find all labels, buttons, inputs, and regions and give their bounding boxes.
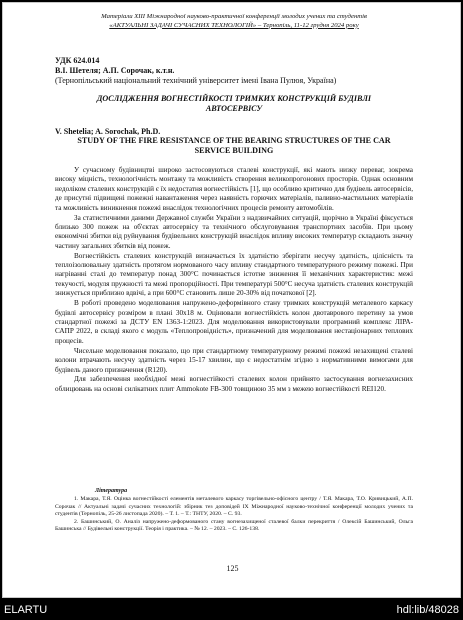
paragraph: У сучасному будівництві широко застосовуються сталеві конструкції, які мають низку переваг, зокрема високу міцність, технологічність монтажу та можливість створення великопрогонових просторів. Однак основним недоліком сталевих конструкцій є їх недостатня вогнестійкість [1], що особливо критично для будівель автосервісів, де присутні підвищені пожежні навантаження через наявність горючих матеріалів, паливно-мастильних матеріалів та можливість виникнення пожежі внаслідок технологічних процесів ремонту автомобілів. xyxy=(55,166,413,212)
references-heading: Література xyxy=(95,488,128,494)
reference-item: 1. Макара, Т.Я. Оцінка вогнестійкості елементів металевого каркасу торгівельно-офісного центру / Т.Я. Макара, Т.О. Кривицький, А.П. Сорочак // Актуальні задачі сучасних технологій: збірник тез доповідей IX Міжнародної науково-технічної конференції молодих учених та студентів (Тернопіль, 25-26 листопада 2020). – Т. 1. – Т.: ТНТУ, 2020. – С. 93. xyxy=(55,496,413,518)
paragraph: Для забезпечення необхідної межі вогнестійкості сталевих колон прийнято застосування вогнезахисних облицювань на основі силікатних плит Ammokote FB-300 товщиною 35 мм з межею вогнестійкості REI120. xyxy=(55,375,413,393)
article-body xyxy=(55,166,413,395)
paragraph: Чисельне моделювання показало, що при стандартному температурному режимі пожежі незахищені сталеві колони втрачають несучу здатність через 15-17 хвилин, що є недостатнім згідно з нормативними вимогами для будівель даного призначення (R120). xyxy=(55,346,413,374)
paragraph: За статистичними даними Державної служби України з надзвичайних ситуацій, щорічно в Україні фіксується близько 300 пожеж на об'єктах автосервісу та технічного обслуговування транспортних засобів. При цьому економічні збитки від руйнування будівельних конструкцій внаслідок впливу високих температур складають значну частину загальних збитків від пожеж. xyxy=(55,213,413,250)
handle-identifier[interactable]: hdl:lib/48028 xyxy=(396,604,459,616)
header-line-2: «АКТУАЛЬНІ ЗАДАЧІ СУЧАСНИХ ТЕХНОЛОГІЙ» – Тернопіль, 11-12 грудня 2024 року xyxy=(109,21,359,29)
page-number: 125 xyxy=(226,564,239,573)
title-english: STUDY OF THE FIRE RESISTANCE OF THE BEARING STRUCTURES OF THE CAR SERVICE BUILDING xyxy=(77,136,391,155)
affiliation: (Тернопільський національний технічний університет імені Івана Пулюя, Україна) xyxy=(55,76,337,85)
reference-item: 2. Башинський, О. Аналіз напружено-деформованого стану вогнезахищеної сталевої балки перекриття / Олексій Башинський, Ольга Башинська // Будівельні конструкції. Теорія і практика. – № 12. – 2023. – С. 126-138. xyxy=(55,518,413,533)
conference-header xyxy=(55,13,413,30)
authors-ukrainian: В.І. Шетеля; А.П. Сорочак, к.т.н. xyxy=(55,66,175,75)
paragraph: Вогнестійкість сталевих конструкцій визначається їх здатністю зберігати несучу здатність, цілісність та теплоізолювальну здатність протягом нормованого часу впливу стандартного температурного режиму пожежі. При нагріванні сталі до температур понад 300°С починається істотне зниження її механічних характеристик: межі текучості, модуля пружності та межі пропорційності. При температурі 500°С несуча здатність сталевих конструкцій знижується приблизно вдвічі, а при 600°С становить лише 20-30% від початкової [2]. xyxy=(55,251,413,298)
paragraph: В роботі проведено моделювання напружено-деформівного стану тримких конструкцій металевого каркасу будівлі автосервісу розміром в плані 30х18 м. Оцінювали вогнестійкість колон двотаврового перетину за умов стандартної пожежі за ДСТУ EN 1363-1:2023. Для моделювання використовували програмний комплекс ЛІРА-САПР 2022, в складі якого є модуль «Теплопровідність», призначений для моделювання нестаціонарних теплових процесів. xyxy=(55,299,413,345)
udk-code: УДК 624.014 xyxy=(55,56,100,65)
authors-english: V. Shetelia; A. Sorochak, Ph.D. xyxy=(55,127,161,136)
document-page xyxy=(2,2,461,598)
header-line-1: Матеріали XIII Міжнародної науково-практичної конференції молодих учених та студентів xyxy=(101,13,367,20)
references-list xyxy=(55,496,413,534)
repository-label: ELARTU xyxy=(4,604,48,616)
title-ukrainian: ДОСЛІДЖЕННЯ ВОГНЕСТІЙКОСТІ ТРИМКИХ КОНСТРУКЦІЙ БУДІВЛІ АВТОСЕРВІСУ xyxy=(96,94,372,113)
